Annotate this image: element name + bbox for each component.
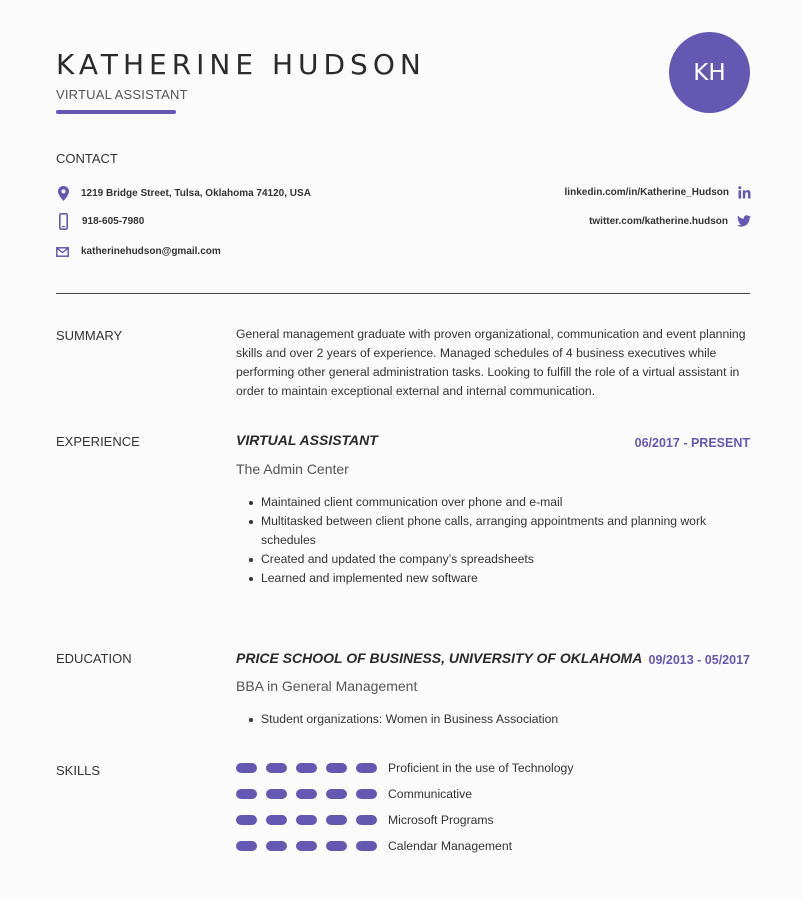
phone-text: 918-605-7980 — [82, 216, 145, 227]
job-dates: 06/2017 - PRESENT — [634, 436, 750, 450]
skills-heading: SKILLS — [56, 763, 101, 778]
skill-level-pill — [356, 789, 377, 799]
skill-level-pill — [326, 763, 347, 773]
twitter-icon — [737, 215, 751, 227]
resume-name: KATHERINE HUDSON — [56, 48, 426, 81]
skill-level-pill — [296, 763, 317, 773]
list-item: Student organizations: Women in Business Association — [246, 710, 746, 729]
skill-level-indicator — [236, 815, 386, 825]
twitter-text[interactable]: twitter.com/katherine.hudson — [589, 215, 728, 227]
section-divider — [56, 293, 750, 294]
skill-level-pill — [326, 815, 347, 825]
skill-level-pill — [266, 841, 287, 851]
list-item: Maintained client communication over phone and e-mail — [246, 493, 746, 512]
skill-name: Microsoft Programs — [388, 813, 494, 827]
skill-row — [236, 839, 512, 853]
contact-linkedin — [565, 186, 751, 199]
linkedin-icon — [738, 186, 751, 199]
skill-level-pill — [266, 789, 287, 799]
email-text[interactable]: katherinehudson@gmail.com — [81, 246, 221, 257]
summary-heading: SUMMARY — [56, 328, 123, 343]
skill-row — [236, 813, 494, 827]
skill-level-pill — [236, 841, 257, 851]
skill-row — [236, 761, 573, 775]
skill-level-indicator — [236, 763, 386, 773]
skill-level-pill — [296, 841, 317, 851]
skill-level-pill — [326, 841, 347, 851]
resume-role: VIRTUAL ASSISTANT — [56, 87, 188, 102]
skill-level-indicator — [236, 789, 386, 799]
experience-bullets — [246, 493, 746, 588]
education-dates: 09/2013 - 05/2017 — [648, 653, 750, 667]
skill-level-pill — [236, 789, 257, 799]
education-heading: EDUCATION — [56, 651, 132, 666]
skill-level-pill — [266, 815, 287, 825]
phone-icon — [59, 213, 68, 230]
skill-level-pill — [356, 763, 377, 773]
list-item: Created and updated the company’s spreadsheets — [246, 550, 746, 569]
contact-phone — [59, 213, 144, 230]
linkedin-text[interactable]: linkedin.com/in/Katherine_Hudson — [564, 187, 729, 198]
email-icon — [56, 247, 69, 257]
education-bullets — [246, 710, 746, 729]
skill-level-pill — [356, 815, 377, 825]
location-pin-icon — [58, 186, 69, 201]
school-name: PRICE SCHOOL OF BUSINESS, UNIVERSITY OF OKLAHOMA — [236, 650, 643, 666]
skill-name: Proficient in the use of Technology — [388, 761, 574, 775]
contact-email — [56, 246, 221, 257]
skill-name: Communicative — [388, 787, 472, 801]
skill-level-pill — [236, 763, 257, 773]
address-text: 1219 Bridge Street, Tulsa, Oklahoma 74120, USA — [81, 188, 311, 199]
experience-heading: EXPERIENCE — [56, 434, 140, 449]
list-item: Multitasked between client phone calls, arranging appointments and planning work schedules — [246, 512, 746, 550]
skill-row — [236, 787, 472, 801]
role-underline — [56, 110, 176, 114]
skill-level-pill — [326, 789, 347, 799]
skill-level-pill — [296, 789, 317, 799]
job-title: VIRTUAL ASSISTANT — [236, 432, 378, 448]
contact-address — [58, 186, 311, 201]
skill-level-pill — [356, 841, 377, 851]
skill-level-indicator — [236, 841, 386, 851]
skill-level-pill — [236, 815, 257, 825]
summary-text: General management graduate with proven organizational, communication and event planning skills and over 2 years of experience. Managed schedules of 4 business executives while performing other general administration tasks. Looking to fulfill the role of a virtual assistant in order to maintain exceptional external and internal communication. — [236, 327, 746, 398]
contact-heading: CONTACT — [56, 151, 118, 166]
initials-avatar: KH — [669, 32, 750, 113]
skill-name: Calendar Management — [388, 839, 512, 853]
company-name: The Admin Center — [236, 461, 349, 477]
skill-level-pill — [266, 763, 287, 773]
contact-twitter — [589, 215, 751, 227]
skill-level-pill — [296, 815, 317, 825]
list-item: Learned and implemented new software — [246, 569, 746, 588]
degree-name: BBA in General Management — [236, 678, 418, 694]
